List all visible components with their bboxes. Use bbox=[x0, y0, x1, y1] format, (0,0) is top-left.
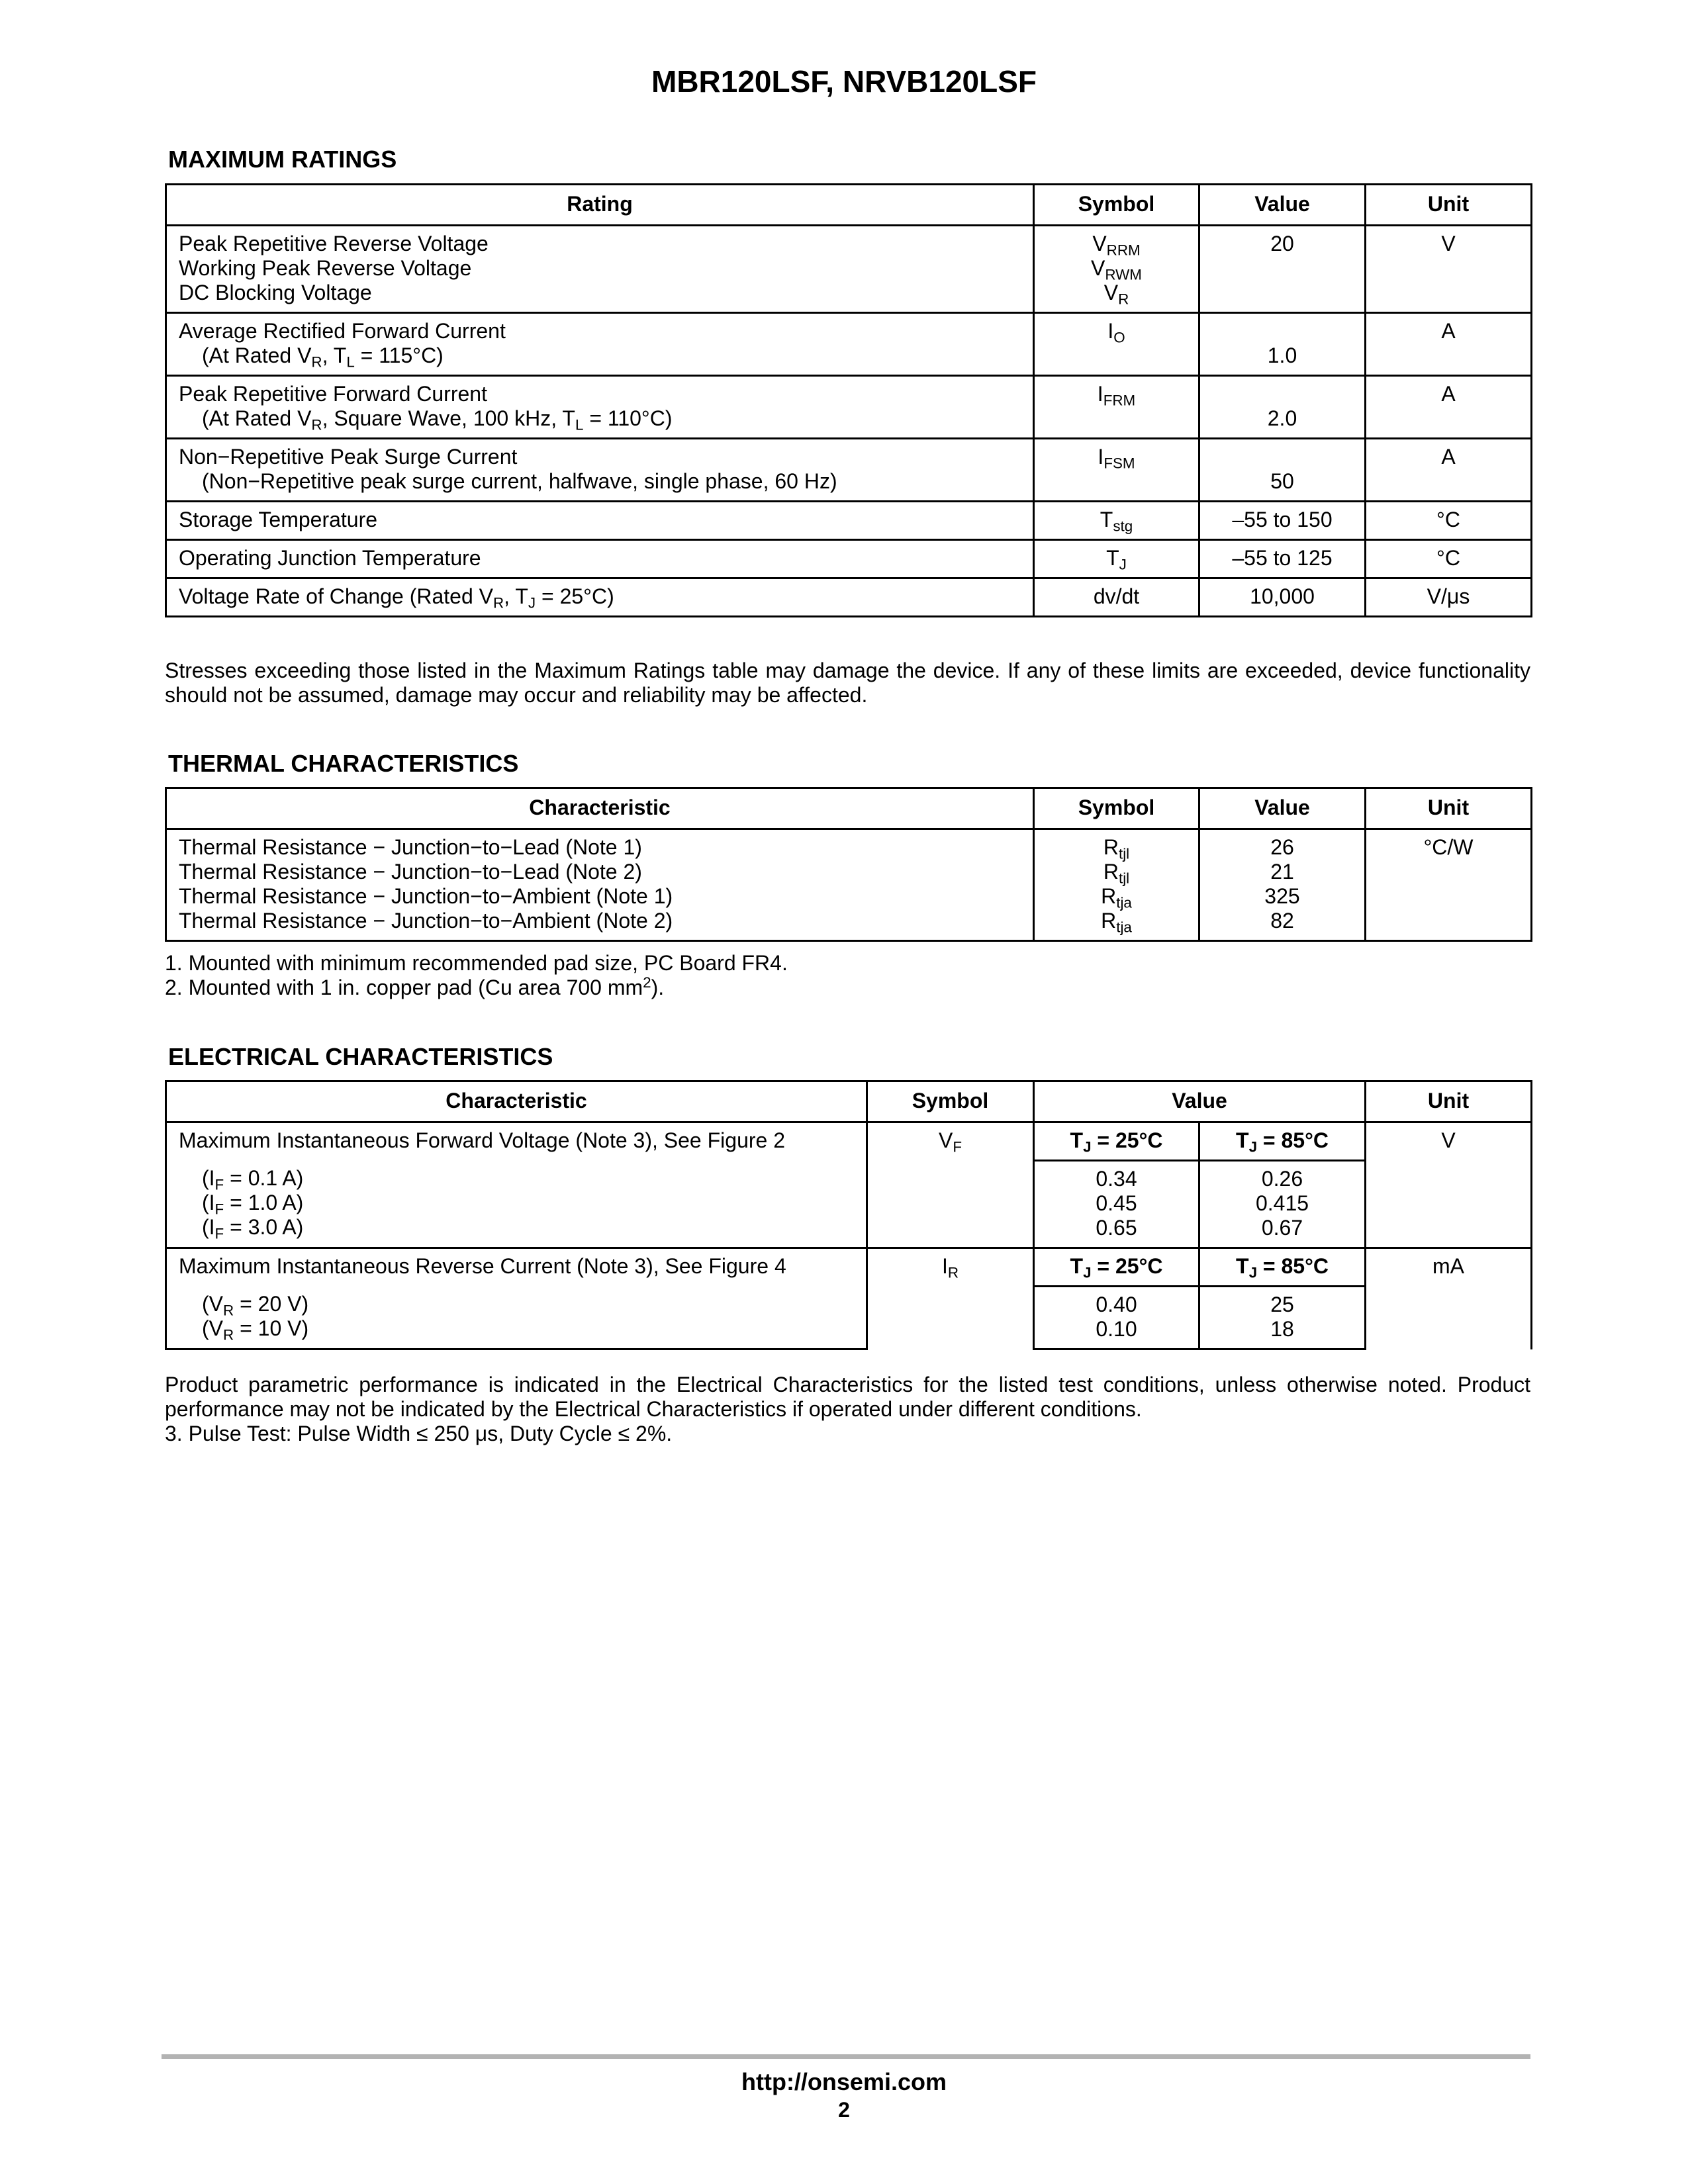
value-cell: 25 18 bbox=[1199, 1287, 1366, 1349]
value-cell: 0.40 0.10 bbox=[1034, 1287, 1199, 1349]
rating-cell: Storage Temperature bbox=[166, 502, 1034, 540]
page-title: MBR120LSF, NRVB120LSF bbox=[651, 64, 1037, 99]
unit-cell: V bbox=[1366, 226, 1532, 313]
table-row bbox=[166, 226, 1532, 313]
thermal-notes bbox=[165, 951, 1530, 1000]
value-cell: 20 bbox=[1199, 226, 1366, 313]
rating-line: Average Rectified Forward Current bbox=[179, 319, 506, 343]
rating-cell: Operating Junction Temperature bbox=[166, 540, 1034, 578]
value-cell: 26 21 325 82 bbox=[1199, 829, 1366, 941]
col-header: Unit bbox=[1366, 788, 1532, 829]
max-ratings-title: MAXIMUM RATINGS bbox=[168, 146, 397, 173]
col-header: Value bbox=[1199, 185, 1366, 226]
page-number: 2 bbox=[838, 2098, 850, 2122]
table-row bbox=[166, 578, 1532, 617]
rating-cell bbox=[166, 376, 1034, 439]
table-row bbox=[166, 502, 1532, 540]
rating-condition: (Non−Repetitive peak surge current, halfwave, single phase, 60 Hz) bbox=[202, 469, 837, 493]
symbol-cell bbox=[1034, 226, 1199, 313]
symbol-cell: $T_J$ bbox=[1034, 540, 1199, 578]
value-cell: 0.34 0.45 0.65 bbox=[1034, 1161, 1199, 1248]
electrical-notes: Product parametric performance is indicated in the Electrical Characteristics for the listed test conditions, unless otherwise noted. Product performance may not be indicated by the Electrical Characteristics if operated under different conditions. 3. Pulse Test: Pulse Width ≤ 250 μs, Duty Cycle ≤ 2%. bbox=[165, 1373, 1530, 1445]
col-header: Unit bbox=[1366, 1081, 1532, 1122]
unit-cell: V/μs bbox=[1366, 578, 1532, 617]
unit-cell: °C/W bbox=[1366, 829, 1532, 941]
rating-line: Working Peak Reverse Voltage bbox=[179, 256, 472, 280]
symbol-cell: dv/dt bbox=[1034, 578, 1199, 617]
table-row bbox=[166, 540, 1532, 578]
condition-cell: ($I_F = 0.1$ A) ($I_F = 1.0$ A) ($I_F = 3.0$ A) bbox=[166, 1161, 867, 1248]
symbol-cell: $I_R$ bbox=[867, 1248, 1034, 1349]
rating-cell bbox=[166, 439, 1034, 502]
characteristic-cell: Thermal Resistance − Junction−to−Lead (Note 1) Thermal Resistance − Junction−to−Lead (Note 2) Thermal Resistance − Junction−to−Ambient (Note 1) Thermal Resistance − Junction−to−Ambient (Note 2) bbox=[166, 829, 1034, 941]
symbol-cell: $I_O$ bbox=[1034, 313, 1199, 376]
table-header-row bbox=[166, 1081, 1532, 1122]
max-ratings-note: Stresses exceeding those listed in the Maximum Ratings table may damage the device. If any of these limits are exceeded, device functionality should not be assumed, damage may occur and reliability may be affected. bbox=[165, 659, 1530, 707]
note-3: 3. Pulse Test: Pulse Width ≤ 250 μs, Duty Cycle ≤ 2%. bbox=[165, 1422, 673, 1445]
tj25-header: $T_J = 25^\circ C$ bbox=[1034, 1122, 1199, 1161]
symbol-cell: $V_F$ bbox=[867, 1122, 1034, 1248]
table-row bbox=[166, 1122, 1532, 1161]
rating-line: Peak Repetitive Reverse Voltage bbox=[179, 232, 489, 255]
tj85-header: $T_J = 85^\circ C$ bbox=[1199, 1122, 1366, 1161]
unit-cell: °C bbox=[1366, 540, 1532, 578]
value-cell: 0.26 0.415 0.67 bbox=[1199, 1161, 1366, 1248]
table-row bbox=[166, 1287, 1532, 1349]
symbol-cell: $T_{stg}$ bbox=[1034, 502, 1199, 540]
symbol-cell: $I_{FSM}$ bbox=[1034, 439, 1199, 502]
table-row bbox=[166, 313, 1532, 376]
col-header: Characteristic bbox=[166, 1081, 867, 1122]
table-row bbox=[166, 1161, 1532, 1248]
col-header: Value bbox=[1034, 1081, 1366, 1122]
characteristic-cell: Maximum Instantaneous Reverse Current (Note 3), See Figure 4 bbox=[166, 1248, 867, 1287]
rating-line: Non−Repetitive Peak Surge Current bbox=[179, 445, 518, 469]
rating-cell: Voltage Rate of Change (Rated $V_R$, $T_J = 25^\circ C$) bbox=[166, 578, 1034, 617]
max-ratings-table bbox=[165, 183, 1532, 617]
col-header: Symbol bbox=[867, 1081, 1034, 1122]
rating-condition: (At Rated $V_R$, $T_L = 115^\circ C$) bbox=[202, 343, 444, 371]
tj85-header: $T_J = 85^\circ C$ bbox=[1199, 1248, 1366, 1287]
symbol-cell: $R_{tjl}$ $R_{tjl}$ $R_{tja}$ $R_{tja}$ bbox=[1034, 829, 1199, 941]
electrical-title: ELECTRICAL CHARACTERISTICS bbox=[168, 1043, 553, 1070]
col-header: Symbol bbox=[1034, 185, 1199, 226]
value-cell: 2.0 bbox=[1199, 376, 1366, 439]
value-cell: 1.0 bbox=[1199, 313, 1366, 376]
unit-cell: A bbox=[1366, 376, 1532, 439]
note-1: 1. Mounted with minimum recommended pad size, PC Board FR4. bbox=[165, 951, 788, 975]
col-header: Symbol bbox=[1034, 788, 1199, 829]
electrical-table bbox=[165, 1080, 1532, 1350]
footer-url-link[interactable]: http://onsemi.com bbox=[741, 2068, 947, 2095]
table-row bbox=[166, 439, 1532, 502]
condition-cell: ($V_R = 20$ V) ($V_R = 10$ V) bbox=[166, 1287, 867, 1349]
table-row bbox=[166, 829, 1532, 941]
symbol: $V_{RWM}$ bbox=[1091, 256, 1142, 283]
table-row bbox=[166, 376, 1532, 439]
rating-line: Peak Repetitive Forward Current bbox=[179, 382, 487, 406]
tj25-header: $T_J = 25^\circ C$ bbox=[1034, 1248, 1199, 1287]
symbol: $V_{RRM}$ bbox=[1092, 232, 1141, 259]
unit-cell: A bbox=[1366, 313, 1532, 376]
rating-line: DC Blocking Voltage bbox=[179, 281, 372, 304]
symbol-cell: $I_{FRM}$ bbox=[1034, 376, 1199, 439]
value-cell: 10,000 bbox=[1199, 578, 1366, 617]
thermal-title: THERMAL CHARACTERISTICS bbox=[168, 750, 519, 777]
unit-cell: mA bbox=[1366, 1248, 1532, 1349]
note-2: 2. Mounted with 1 in. copper pad (Cu area 700 $mm^2$). bbox=[165, 974, 665, 999]
characteristic-cell: Maximum Instantaneous Forward Voltage (Note 3), See Figure 2 bbox=[166, 1122, 867, 1161]
table-row bbox=[166, 1248, 1532, 1287]
table-header-row bbox=[166, 788, 1532, 829]
unit-cell: A bbox=[1366, 439, 1532, 502]
symbol: $V_R$ bbox=[1103, 281, 1129, 308]
rating-condition: (At Rated $V_R$, Square Wave, 100 kHz, $T_L = 110^\circ C$) bbox=[202, 406, 673, 433]
col-header: Unit bbox=[1366, 185, 1532, 226]
unit-cell: °C bbox=[1366, 502, 1532, 540]
col-header: Value bbox=[1199, 788, 1366, 829]
rating-cell bbox=[166, 313, 1034, 376]
thermal-table bbox=[165, 787, 1532, 942]
value-cell: 50 bbox=[1199, 439, 1366, 502]
col-header: Characteristic bbox=[166, 788, 1034, 829]
col-header: Rating bbox=[166, 185, 1034, 226]
value-cell: –55 to 150 bbox=[1199, 502, 1366, 540]
table-header-row bbox=[166, 185, 1532, 226]
unit-cell: V bbox=[1366, 1122, 1532, 1248]
rating-cell bbox=[166, 226, 1034, 313]
value-cell: –55 to 125 bbox=[1199, 540, 1366, 578]
footer-divider bbox=[162, 2054, 1530, 2059]
